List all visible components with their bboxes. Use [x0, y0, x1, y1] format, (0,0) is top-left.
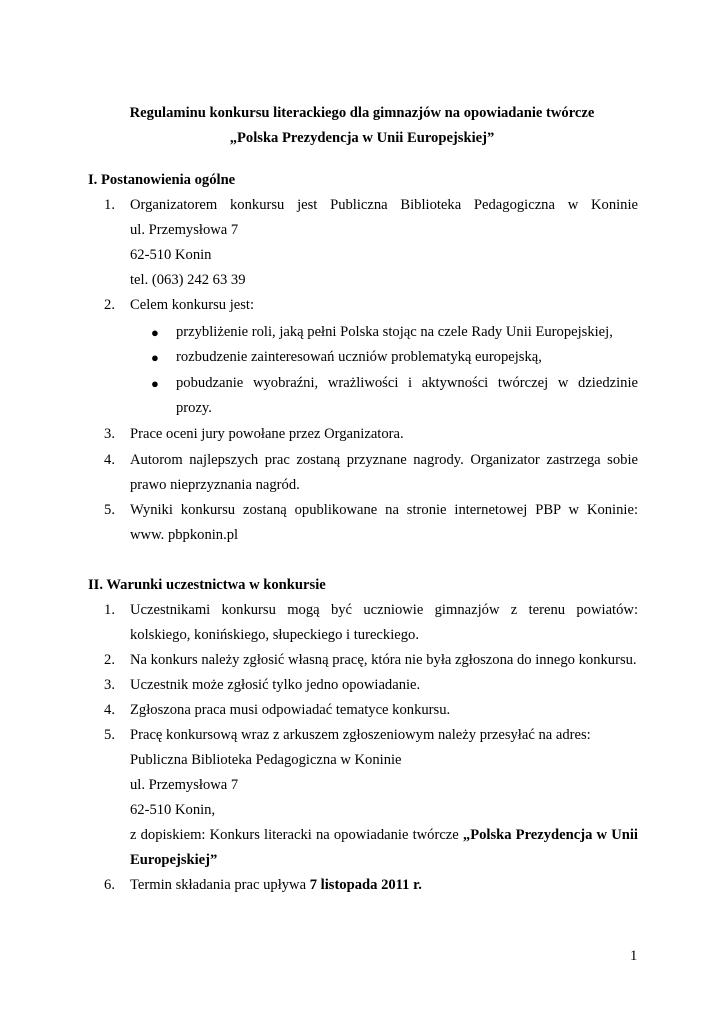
- list-item-text: Uczestnik może zgłosić tylko jedno opowiadanie.: [130, 677, 421, 693]
- list-number: 1.: [104, 197, 115, 213]
- list-item-text: prawo nieprzyznania nagród.: [130, 477, 300, 493]
- list-item-text: Uczestnikami konkursu mogą być uczniowie gimnazjów z terenu powiatów:: [130, 602, 638, 618]
- note-line: [130, 823, 638, 848]
- address-line: Publiczna Biblioteka Pedagogiczna w Koninie: [130, 752, 402, 768]
- list-item-text: Wyniki konkursu zostaną opublikowane na stronie internetowej PBP w Koninie:: [130, 502, 638, 518]
- list-item-text: Prace oceni jury powołane przez Organizatora.: [130, 426, 404, 442]
- list-number: 2.: [104, 652, 115, 668]
- address-line: ul. Przemysłowa 7: [130, 777, 239, 793]
- list-number: 1.: [104, 602, 115, 618]
- list-item-text: Organizatorem konkursu jest Publiczna Biblioteka Pedagogiczna w Koninie: [130, 197, 638, 213]
- bullet-icon: ●: [151, 376, 159, 391]
- bullet-item-text: pobudzanie wyobraźni, wrażliwości i aktywności twórczej w dziedzinie: [176, 375, 638, 391]
- list-item-text: Na konkurs należy zgłosić własną pracę, która nie była zgłoszona do innego konkursu.: [130, 652, 637, 668]
- list-item-text: Pracę konkursową wraz z arkuszem zgłoszeniowym należy przesyłać na adres:: [130, 727, 591, 743]
- bullet-item-text: przybliżenie roli, jaką pełni Polska stojąc na czele Rady Unii Europejskiej,: [176, 324, 613, 340]
- note-bold-title: „Polska Prezydencja w Unii: [462, 827, 638, 843]
- deadline-line: [130, 873, 422, 898]
- bullet-icon: ●: [151, 350, 159, 365]
- list-item-text: 62-510 Konin: [130, 247, 212, 263]
- list-number: 4.: [104, 452, 115, 468]
- document-title-line-2: „Polska Prezydencja w Unii Europejskiej”: [229, 130, 495, 146]
- list-number: 2.: [104, 297, 115, 313]
- list-item-text: Autorom najlepszych prac zostaną przyznane nagrody. Organizator zastrzega sobie: [130, 452, 638, 468]
- list-number: 3.: [104, 426, 115, 442]
- address-line: 62-510 Konin,: [130, 802, 216, 818]
- list-item-text: kolskiego, konińskiego, słupeckiego i tureckiego.: [130, 627, 419, 643]
- list-item-text: Zgłoszona praca musi odpowiadać tematyce konkursu.: [130, 702, 451, 718]
- list-number: 5.: [104, 727, 115, 743]
- list-number: 4.: [104, 702, 115, 718]
- bullet-icon: ●: [151, 325, 159, 340]
- bullet-item-text: prozy.: [176, 400, 212, 416]
- page-number: 1: [630, 948, 638, 964]
- note-prefix: z dopiskiem: Konkurs literacki na opowiadanie twórcze: [130, 827, 463, 843]
- list-number: 6.: [104, 877, 115, 893]
- list-item-text: www. pbpkonin.pl: [130, 527, 239, 543]
- list-item-text: Celem konkursu jest:: [130, 297, 255, 313]
- bullet-item-text: rozbudzenie zainteresowań uczniów problematyką europejską,: [176, 349, 542, 365]
- list-number: 3.: [104, 677, 115, 693]
- document-title-line-1: Regulaminu konkursu literackiego dla gimnazjów na opowiadanie twórcze: [129, 105, 595, 121]
- section-2-heading: II. Warunki uczestnictwa w konkursie: [88, 577, 326, 593]
- deadline-date: 7 listopada 2011 r.: [309, 877, 422, 893]
- deadline-prefix: Termin składania prac upływa: [130, 877, 310, 893]
- section-1-heading: I. Postanowienia ogólne: [88, 172, 236, 188]
- list-item-text: ul. Przemysłowa 7: [130, 222, 239, 238]
- list-item-text: tel. (063) 242 63 39: [130, 272, 246, 288]
- list-number: 5.: [104, 502, 115, 518]
- note-bold-title-continued: Europejskiej”: [130, 852, 218, 868]
